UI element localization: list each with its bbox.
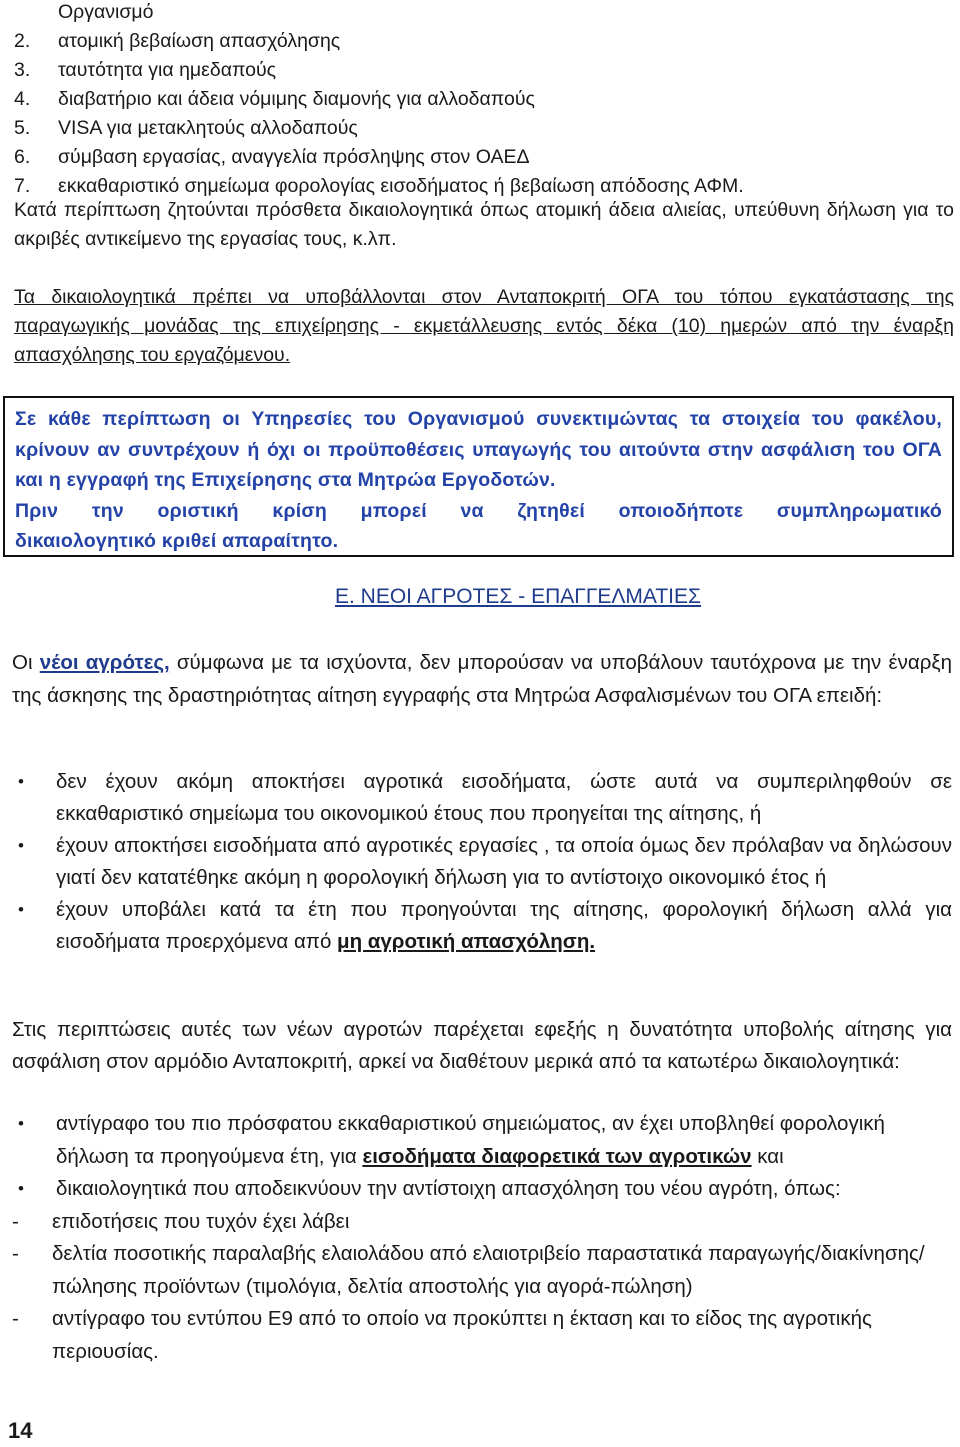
list-item: 6. σύμβαση εργασίας, αναγγελία πρόσληψης στον ΟΑΕΔ [14,146,530,168]
bullet-icon: • [18,1179,24,1198]
dash-item: - δελτία ποσοτικής παραλαβής ελαιολάδου από ελαιοτριβείο παραστατικά παραγωγής/διακίνησης/πώλησης προϊόντων (τιμολόγια, δελτία αποστολής για αγορά-πώληση) [12,1238,952,1303]
dash-item: - επιδοτήσεις που τυχόν έχει λάβει [12,1206,952,1239]
list-item: 4. διαβατήριο και άδεια νόμιμης διαμονής για αλλοδαπούς [14,88,535,110]
list-item: • δεν έχουν ακόμη αποκτήσει αγροτικά εισοδήματα, ώστε αυτά να συμπεριληφθούν σε εκκαθαριστικό σημείωμα του οικονομικού έτους που προηγείται της αίτησης, ή [12,766,952,830]
submission-deadline-paragraph: Τα δικαιολογητικά πρέπει να υποβάλλονται στον Ανταποκριτή ΟΓΑ του τόπου εγκατάστασης της παραγωγικής μονάδας της επιχείρησης - εκμετάλλευσης εντός δέκα (10) ημερών από την έναρξη απασχόλησης του εργαζόμενου. [14,286,954,366]
dash-marker: - [12,1307,19,1330]
cases-paragraph: Στις περιπτώσεις αυτές των νέων αγροτών παρέχεται εφεξής η δυνατότητα υποβολής αίτησης για ασφάλιση στον αρμόδιο Ανταποκριτή, αρκεί να διαθέτουν μερικά από τα κατωτέρω δικαιολογητικά: [12,1018,952,1073]
dash-marker: - [12,1242,19,1265]
list-continuation: Οργανισμό [58,1,154,23]
section-heading: Ε. ΝΕΟΙ ΑΓΡΟΤΕΣ - ΕΠΑΓΓΕΛΜΑΤΙΕΣ [334,585,702,608]
extra-documents-paragraph: Κατά περίπτωση ζητούνται πρόσθετα δικαιολογητικά όπως ατομική άδεια αλιείας, υπεύθυνη δήλωση για το ακριβές αντικείμενο της εργασίας τους, κ.λπ. [14,199,954,250]
bullet-icon: • [18,836,24,855]
dash-marker: - [12,1209,19,1233]
list-item: • έχουν υποβάλει κατά τα έτη που προηγούνται της αίτησης, φορολογική δήλωση αλλά για εισοδήματα προερχόμενα από μη αγροτική απασχόληση. [12,894,952,958]
list-item: 5. VISA για μετακλητούς αλλοδαπούς [14,117,358,139]
list-item: • έχουν αποκτήσει εισοδήματα από αγροτικές εργασίες , τα οποία όμως δεν πρόλαβαν να δηλώσουν γιατί δεν κατατέθηκε ακόμη η φορολογική δήλωση για το αντίστοιχο οικονομικό έτος ή [12,830,952,894]
income-emphasis: εισοδήματα διαφορετικά των αγροτικών [362,1144,752,1168]
bullet-icon: • [18,900,24,919]
list-item: 2. ατομική βεβαίωση απασχόλησης [14,30,341,52]
list-item: • δικαιολογητικά που αποδεικνύουν την αντίστοιχη απασχόληση του νέου αγρότη, όπως: [12,1173,952,1206]
reasons-list [12,766,952,958]
non-agricultural-emphasis: μη αγροτική απασχόληση. [337,930,596,953]
notice-paragraph-end: δικαιολογητικό κριθεί απαραίτητο. [15,530,339,552]
page-number: 14 [8,1418,33,1443]
list-item: • αντίγραφο του πιο πρόσφατου εκκαθαριστικού σημειώματος, αν έχει υποβληθεί φορολογική δήλωση τα προηγούμενα έτη, για εισοδήματα διαφορετικά των αγροτικών και [12,1108,952,1173]
bullet-icon: • [18,1114,24,1133]
intro-paragraph: Οι νέοι αγρότες, σύμφωνα με τα ισχύοντα, δεν μπορούσαν να υποβάλουν ταυτόχρονα με την έναρξη της άσκησης της δραστηριότητας αίτηση εγγραφής στα Μητρώα Ασφαλισμένων του ΟΓΑ επειδή: [12,651,953,707]
young-farmers-highlight: νέοι αγρότες, [39,651,170,674]
bullet-icon: • [18,772,24,791]
list-item: 7. εκκαθαριστικό σημείωμα φορολογίας εισοδήματος ή βεβαίωση απόδοσης ΑΦΜ. [14,175,744,197]
notice-paragraph: Σε κάθε περίπτωση οι Υπηρεσίες του Οργανισμού συνεκτιμώντας τα στοιχεία του φακέλου, κρίνουν αν συντρέχουν ή όχι οι προϋποθέσεις υπαγωγής του αιτούντα στην ασφάλιση του ΟΓΑ και η εγγραφή της Επιχείρησης στα Μητρώα Εργοδοτών. [15,408,942,491]
notice-paragraph-justified: Πριν την οριστική κρίση μπορεί να ζητηθεί οποιοδήποτε συμπληρωματικό [15,499,942,522]
list-item: 3. ταυτότητα για ημεδαπούς [14,59,277,81]
supporting-documents-list [12,1108,952,1368]
dash-item: - αντίγραφο του εντύπου Ε9 από το οποίο να προκύπτει η έκταση και το είδος της αγροτικής περιουσίας. [12,1303,952,1368]
required-documents-list [14,0,954,201]
notice-box [3,396,954,557]
